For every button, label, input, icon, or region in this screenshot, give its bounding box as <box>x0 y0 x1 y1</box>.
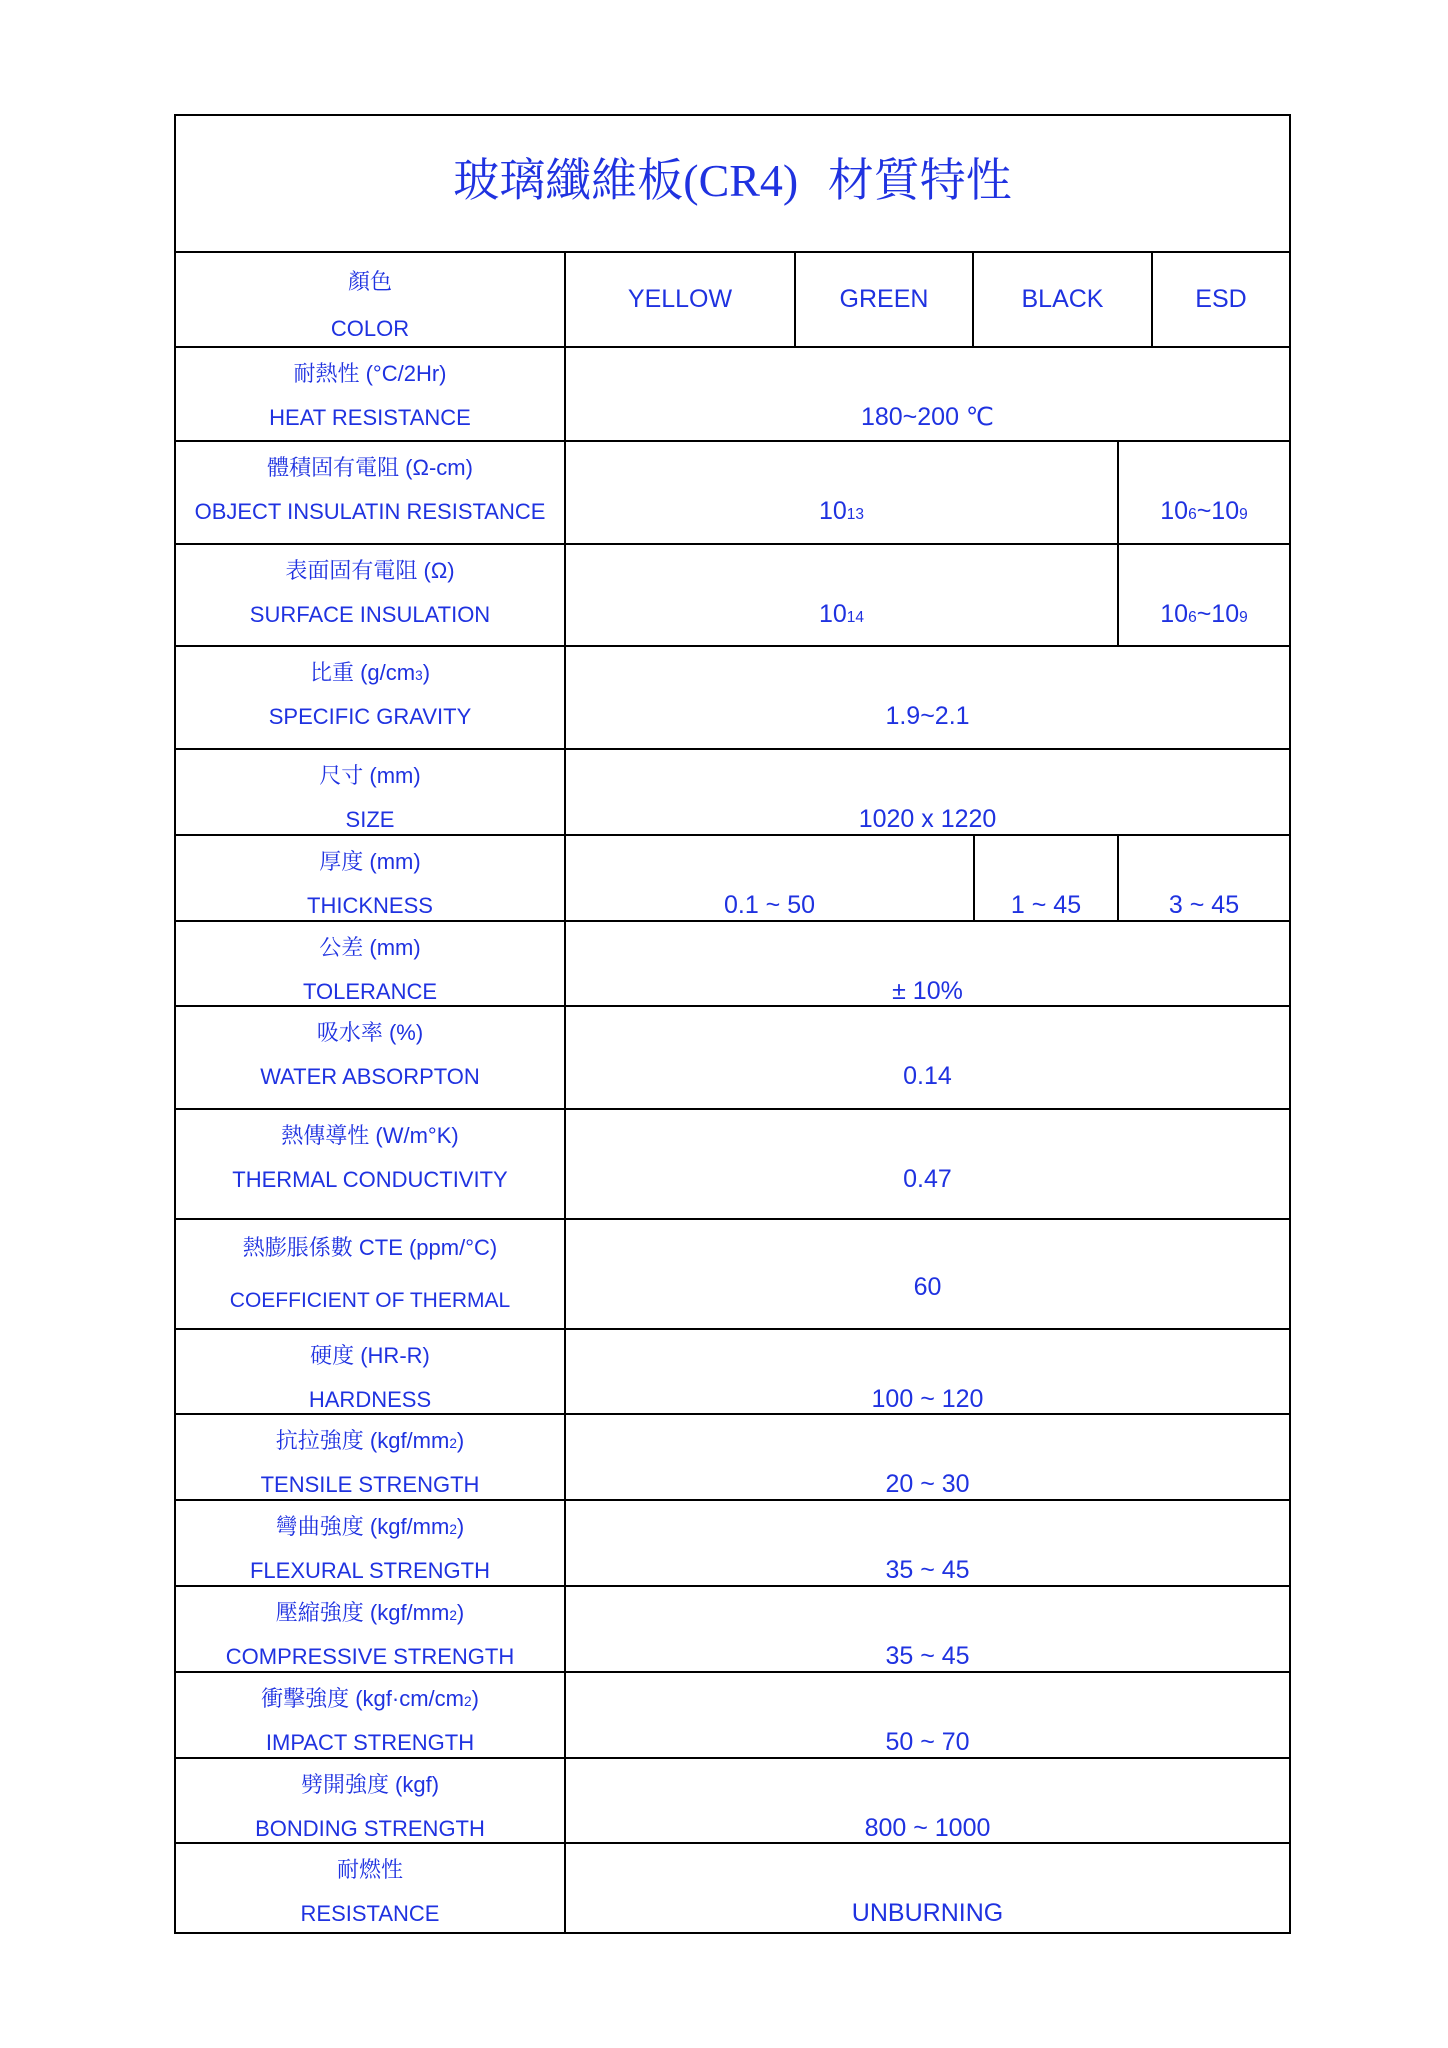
value-text: 35 ~ 45 <box>885 1556 970 1584</box>
label-en: FLEXURAL STRENGTH <box>249 1558 490 1583</box>
row-impact-strength <box>176 1673 1289 1759</box>
value-mid: ~10 <box>1196 600 1240 628</box>
label-zh: 公差 (mm) <box>319 935 421 960</box>
value-cell <box>566 922 1289 1005</box>
value-text <box>566 599 1117 633</box>
label-cell <box>176 1415 566 1499</box>
row-heat-resistance <box>176 348 1289 442</box>
value-text: 60 <box>913 1273 942 1301</box>
row-hardness <box>176 1330 1289 1415</box>
value-base: 10 <box>1160 497 1189 525</box>
label-zh: 抗拉強度 (kgf/mm2) <box>275 1428 465 1453</box>
value-text: 3 ~ 45 <box>1168 891 1240 919</box>
value-text: 35 ~ 45 <box>885 1642 970 1670</box>
label-zh: 耐燃性 <box>336 1857 403 1882</box>
row-color <box>176 253 1289 348</box>
row-bonding-strength <box>176 1759 1289 1844</box>
label-en: TOLERANCE <box>302 979 438 1004</box>
label-cell <box>176 1844 566 1932</box>
value-cell <box>566 1587 1289 1671</box>
value-cell <box>566 545 1119 645</box>
label-en: WATER ABSORPTON <box>260 1064 480 1089</box>
value-text: 50 ~ 70 <box>885 1728 970 1756</box>
label-cell <box>176 750 566 834</box>
value-exponent: 13 <box>846 506 865 523</box>
value-black: BLACK <box>974 253 1153 346</box>
value-cell-esd <box>1119 442 1289 543</box>
value-cell <box>566 1673 1289 1757</box>
value-text: 800 ~ 1000 <box>864 1814 991 1842</box>
label-en: IMPACT STRENGTH <box>265 1730 475 1755</box>
value-cell <box>566 1501 1289 1585</box>
label-en: SPECIFIC GRAVITY <box>268 704 472 729</box>
value-cell <box>566 1759 1289 1842</box>
label-cell <box>176 647 566 748</box>
label-cell <box>176 545 566 645</box>
label-zh: 劈開強度 (kgf) <box>300 1772 440 1797</box>
value-exponent: 9 <box>1239 506 1248 523</box>
row-water-absorption <box>176 1007 1289 1110</box>
value-green: GREEN <box>796 253 974 346</box>
label-cell <box>176 1110 566 1218</box>
row-tensile-strength <box>176 1415 1289 1501</box>
label-zh: 表面固有電阻 (Ω) <box>285 558 455 583</box>
value-cell <box>566 647 1289 748</box>
label-cell <box>176 1330 566 1413</box>
label-en: COEFFICIENT OF THERMAL <box>229 1289 511 1312</box>
label-cell <box>176 253 566 346</box>
label-zh: 吸水率 (%) <box>316 1020 424 1045</box>
label-cell <box>176 1759 566 1842</box>
label-zh: 壓縮強度 (kgf/mm2) <box>275 1600 465 1625</box>
value-cell <box>1119 836 1289 920</box>
label-en: SURFACE INSULATION <box>249 602 491 627</box>
label-zh: 耐熱性 (°C/2Hr) <box>293 361 447 386</box>
value-mid: ~10 <box>1196 497 1240 525</box>
value-cell <box>566 750 1289 834</box>
label-zh: 熱膨脹係數 CTE (ppm/°C) <box>242 1235 498 1260</box>
value-exponent: 9 <box>1239 609 1248 626</box>
label-cell <box>176 1007 566 1108</box>
value-cell <box>566 1220 1289 1328</box>
row-specific-gravity <box>176 647 1289 750</box>
label-zh: 硬度 (HR-R) <box>310 1343 430 1368</box>
value-exponent: 6 <box>1188 506 1197 523</box>
value-exponent: 14 <box>846 609 865 626</box>
value-text: 1.9~2.1 <box>885 702 970 730</box>
label-zh: 比重 (g/cm3) <box>309 660 431 685</box>
value-cell <box>566 1110 1289 1218</box>
label-en: COMPRESSIVE STRENGTH <box>225 1644 515 1669</box>
value-text: 100 ~ 120 <box>871 1385 984 1413</box>
value-cell <box>566 836 975 920</box>
label-zh: 顏色 <box>347 269 392 294</box>
value-yellow: YELLOW <box>566 253 796 346</box>
label-cell <box>176 922 566 1005</box>
value-base: 10 <box>1160 600 1189 628</box>
row-flame-resistance <box>176 1844 1289 1932</box>
value-cell <box>566 442 1119 543</box>
row-size <box>176 750 1289 836</box>
row-compressive-strength <box>176 1587 1289 1673</box>
label-cell <box>176 836 566 920</box>
value-text-esd <box>1119 599 1289 633</box>
label-en: THICKNESS <box>307 893 433 918</box>
label-cell <box>176 1587 566 1671</box>
value-cell <box>566 348 1289 440</box>
label-en: TENSILE STRENGTH <box>260 1472 480 1497</box>
label-en: HEAT RESISTANCE <box>269 405 471 430</box>
label-en: THERMAL CONDUCTIVITY <box>232 1167 508 1192</box>
label-zh: 體積固有電阻 (Ω-cm) <box>267 455 473 480</box>
value-cell <box>566 1330 1289 1413</box>
value-cell <box>566 1007 1289 1108</box>
label-zh: 熱傳導性 (W/m°K) <box>281 1123 459 1148</box>
label-zh: 衝擊強度 (kgf·cm/cm2) <box>261 1686 479 1711</box>
label-zh: 尺寸 (mm) <box>319 763 421 788</box>
properties-table <box>174 114 1291 1934</box>
value-cell-esd <box>1119 545 1289 645</box>
value-base: 10 <box>818 600 847 628</box>
label-cell <box>176 1501 566 1585</box>
row-flexural-strength <box>176 1501 1289 1587</box>
value-cell <box>566 1415 1289 1499</box>
row-tolerance <box>176 922 1289 1007</box>
label-en: RESISTANCE <box>300 1901 440 1926</box>
label-en: HARDNESS <box>308 1387 432 1412</box>
value-text: 1020 x 1220 <box>858 805 997 833</box>
value-cell <box>975 836 1119 920</box>
value-esd: ESD <box>1195 285 1247 313</box>
label-cell <box>176 1220 566 1328</box>
row-surface-insulation <box>176 545 1289 647</box>
value-base: 10 <box>818 497 847 525</box>
label-en: OBJECT INSULATIN RESISTANCE <box>194 499 546 524</box>
value-text: 1 ~ 45 <box>1010 891 1082 919</box>
label-en: BONDING STRENGTH <box>255 1816 485 1841</box>
table-title: 玻璃纖維板(CR4) 材質特性 <box>176 116 1289 253</box>
value-exponent: 6 <box>1188 609 1197 626</box>
value-cell <box>566 1844 1289 1932</box>
label-zh: 厚度 (mm) <box>319 849 421 874</box>
label-en: COLOR <box>330 316 410 341</box>
value-text: ± 10% <box>892 977 963 1005</box>
value-text: UNBURNING <box>851 1899 1004 1927</box>
label-cell <box>176 348 566 440</box>
value-text: 20 ~ 30 <box>885 1470 970 1498</box>
row-thermal-conductivity <box>176 1110 1289 1220</box>
label-cell <box>176 1673 566 1757</box>
row-object-insulation <box>176 442 1289 545</box>
value-text-esd <box>1119 496 1289 530</box>
value-text: 180~200 ℃ <box>860 403 995 431</box>
value-text: 0.1 ~ 50 <box>723 891 816 919</box>
value-text: 0.47 <box>903 1165 952 1193</box>
row-cte <box>176 1220 1289 1330</box>
value-text <box>566 496 1117 530</box>
label-en: SIZE <box>345 807 395 832</box>
row-thickness <box>176 836 1289 922</box>
label-cell <box>176 442 566 543</box>
value-text: 0.14 <box>903 1062 952 1090</box>
label-zh: 彎曲強度 (kgf/mm2) <box>275 1514 465 1539</box>
